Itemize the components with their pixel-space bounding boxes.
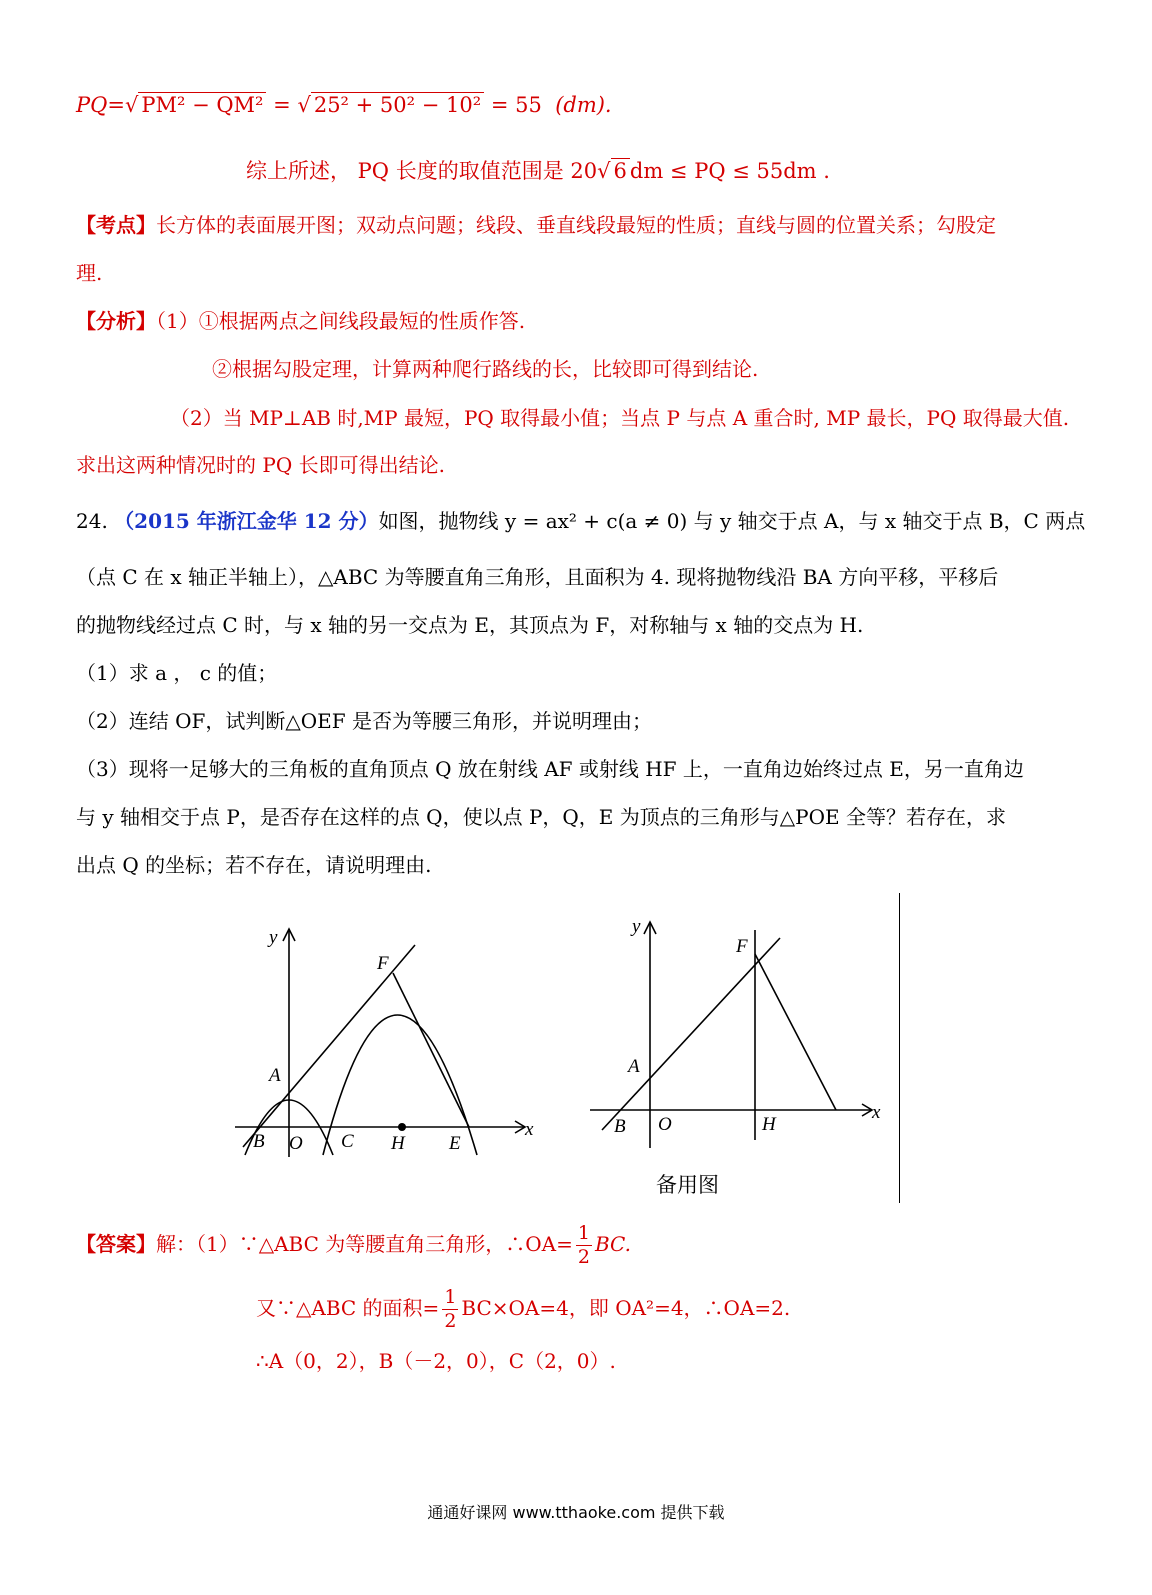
- label-e: E: [449, 1133, 461, 1154]
- problem-line-1: 24. （2015 年浙江金华 12 分）如图，抛物线 y = ax² + c(a ≠ 0) 与 y 轴交于点 A，与 x 轴交于点 B，C 两点: [76, 509, 1086, 533]
- segment-fe: [393, 973, 469, 1127]
- problem-line-3: 的抛物线经过点 C 时，与 x 轴的另一交点为 E，其顶点为 F，对称轴与 x 轴的交点为 H.: [76, 613, 864, 637]
- kaodian-label: 【考点】: [76, 213, 156, 237]
- answer-line-3: ∴A（0，2），B（－2，0），C（2，0）.: [256, 1349, 616, 1373]
- label-x: x: [525, 1119, 534, 1140]
- sqrt-2: √ 25² + 50² − 10²: [297, 90, 484, 120]
- question-3c: 出点 Q 的坐标；若不存在，请说明理由.: [76, 853, 432, 877]
- label-h: H: [391, 1133, 405, 1154]
- label-h-2: H: [762, 1114, 776, 1135]
- question-3b: 与 y 轴相交于点 P，是否存在这样的点 Q，使以点 P，Q，E 为顶点的三角形与△POE 全等？若存在，求: [76, 805, 1006, 829]
- kaodian-line: 【考点】长方体的表面展开图；双动点问题；线段、垂直线段最短的性质；直线与圆的位置关系；勾股定: [76, 213, 996, 237]
- label-y-2: y: [632, 916, 641, 937]
- label-f: F: [377, 953, 389, 974]
- figure-2-caption: 备用图: [656, 1173, 719, 1197]
- footer-credit: 通通好课网 www.tthaoke.com 提供下载: [427, 1503, 725, 1522]
- figure-2: [580, 908, 890, 1198]
- line-af-2: [602, 938, 780, 1130]
- sqrt-1: √ PM² − QM²: [125, 90, 267, 120]
- label-f-2: F: [736, 936, 748, 957]
- fenxi-line-4: 求出这两种情况时的 PQ 长即可得出结论.: [76, 453, 445, 477]
- fenxi-line-1: 【分析】（1）①根据两点之间线段最短的性质作答.: [76, 309, 526, 333]
- label-y: y: [269, 927, 278, 948]
- answer-label: 【答案】: [76, 1232, 156, 1256]
- question-1: （1）求 a ， c 的值；: [76, 661, 278, 685]
- fenxi-line-3: （2）当 MP⊥AB 时,MP 最短，PQ 取得最小值；当点 P 与点 A 重合时, MP 最长，PQ 取得最大值.: [170, 406, 1070, 430]
- answer-line-1: 【答案】解：（1）∵△ABC 为等腰直角三角形，∴OA= $\frac{1}{2}$ BC.: [76, 1222, 631, 1268]
- figure-divider: [899, 893, 900, 1203]
- question-2: （2）连结 OF，试判断△OEF 是否为等腰三角形，并说明理由；: [76, 709, 652, 733]
- label-b: B: [253, 1131, 265, 1152]
- formula-pq-max: PQ=√ PM² − QM² = √ 25² + 50² − 10² = 55 (dm).: [76, 90, 612, 120]
- segment-fe-2: [755, 954, 836, 1110]
- problem-line-2: （点 C 在 x 轴正半轴上），△ABC 为等腰直角三角形，且面积为 4. 现将抛物线沿 BA 方向平移，平移后: [76, 565, 999, 589]
- problem-source: （2015 年浙江金华 12 分）: [114, 509, 379, 533]
- fraction-half: $\frac{1}{2}$: [577, 1222, 590, 1268]
- label-a-2: A: [628, 1056, 640, 1077]
- label-o-2: O: [658, 1114, 672, 1135]
- figure-1: [225, 915, 555, 1165]
- label-a: A: [269, 1065, 281, 1086]
- line-ba-af: [243, 945, 415, 1147]
- label-c: C: [341, 1131, 354, 1152]
- label-o: O: [289, 1133, 303, 1154]
- fraction-half-2: $\frac{1}{2}$: [444, 1286, 457, 1332]
- question-3a: （3）现将一足够大的三角板的直角顶点 Q 放在射线 AF 或射线 HF 上，一直角边始终过点 E，另一直角边: [76, 757, 1024, 781]
- summary-line: 综上所述， PQ 长度的取值范围是 20√ 6 dm ≤ PQ ≤ 55dm .: [246, 159, 830, 183]
- fenxi-line-2: ②根据勾股定理，计算两种爬行路线的长，比较即可得到结论.: [212, 357, 759, 381]
- fenxi-label: 【分析】: [76, 309, 156, 333]
- label-x-2: x: [872, 1102, 881, 1123]
- answer-line-2: 又∵△ABC 的面积= $\frac{1}{2}$ BC×OA=4，即 OA²=4，∴OA=2.: [256, 1286, 791, 1332]
- point-h: [398, 1123, 406, 1131]
- label-b-2: B: [614, 1116, 626, 1137]
- kaodian-line-2: 理.: [76, 261, 103, 285]
